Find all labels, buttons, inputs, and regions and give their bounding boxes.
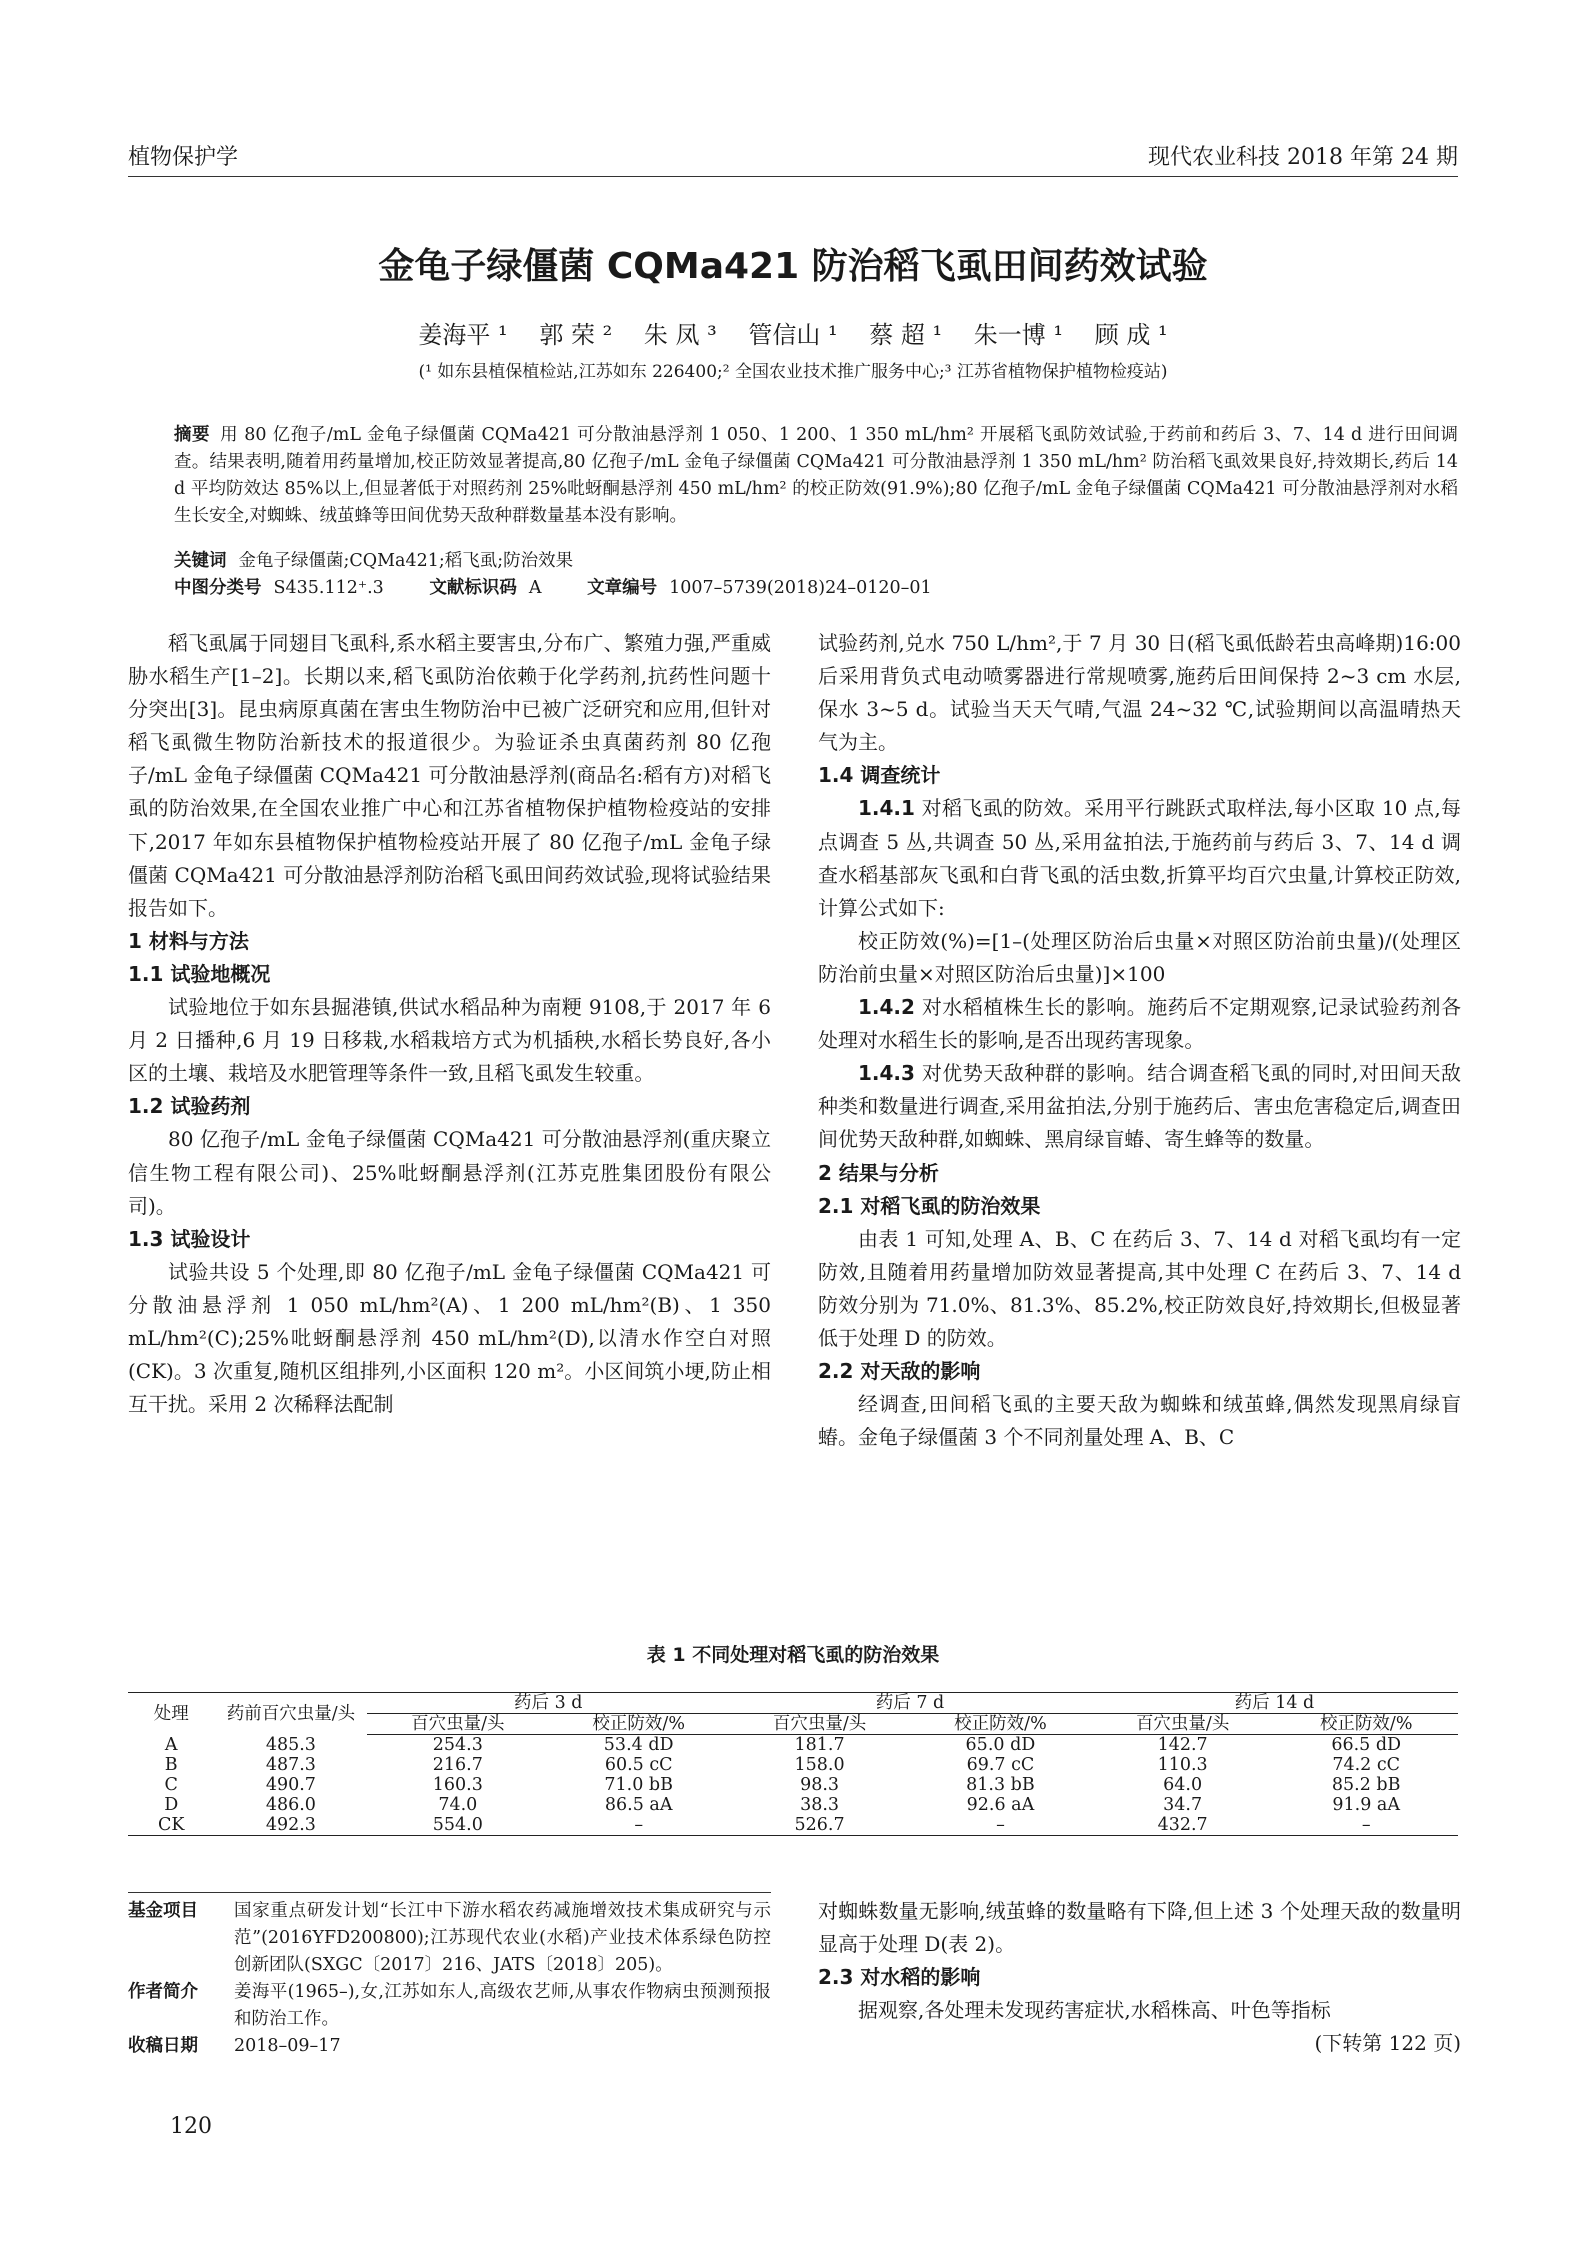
abstract bbox=[128, 422, 1458, 530]
sub-header-eff: 校正防效/% bbox=[1274, 1714, 1458, 1735]
subsection-heading: 1.2 试验药剂 bbox=[128, 1094, 251, 1119]
col-treatment: 处理 bbox=[128, 1693, 214, 1735]
intro-paragraph: 稻飞虱属于同翅目飞虱科,系水稻主要害虫,分布广、繁殖力强,严重威胁水稻生产[1–2]。长期以来,稻飞虱防治依赖于化学药剂,抗药性问题十分突出[3]。昆虫病原真菌在害虫生物防治中已被广泛研究和应用,但针对稻飞虱微生物防治新技术的报道很少。为验证杀虫真菌药剂 80 亿孢子/mL 金龟子绿僵菌 CQMa421 可分散油悬浮剂(商品名:稻有方)对稻飞虱的防治效果,在全国农业推广中心和江苏省植物保护植物检疫站的安排下,2017 年如东县植物保护植物检疫站开展了 80 亿孢子/mL 金龟子绿僵菌 CQMa421 可分散油悬浮剂防治稻飞虱田间药效试验,现将试验结果报告如下。 bbox=[128, 631, 771, 920]
col-group-7d: 药后 7 d bbox=[729, 1693, 1091, 1714]
col-group-14d: 药后 14 d bbox=[1091, 1693, 1458, 1714]
body-column-right bbox=[818, 627, 1461, 1454]
sub-number: 1.4.1 bbox=[858, 796, 915, 821]
footnotes bbox=[128, 1892, 771, 2060]
table-row: D 486.0 74.0 86.5 aA 38.3 92.6 aA 34.7 91.9 aA bbox=[164, 1795, 1400, 1815]
article-no-value: 1007–5739(2018)24–0120–01 bbox=[669, 578, 932, 598]
keywords-text: 金龟子绿僵菌;CQMa421;稻飞虱;防治效果 bbox=[238, 551, 574, 571]
author: 管信山 ¹ bbox=[748, 321, 838, 349]
author: 顾 成 ¹ bbox=[1094, 321, 1168, 349]
received-date: 2018–09–17 bbox=[234, 2036, 341, 2056]
table-row: CK 492.3 554.0 – 526.7 – 432.7 – bbox=[128, 1815, 1458, 1836]
subsection-heading: 2.1 对稻飞虱的防治效果 bbox=[818, 1193, 1041, 1218]
subsection-heading: 2.2 对天敌的影响 bbox=[818, 1359, 981, 1384]
fund-text: 国家重点研发计划“长江中下游水稻农药减施增效技术集成研究与示范”(2016YFD200800);江苏现代农业(水稻)产业技术体系绿色防控创新团队(SXGC〔2017〕216、JATS〔2018〕205)。 bbox=[234, 1901, 771, 1975]
table-row: B 487.3 216.7 60.5 cC 158.0 69.7 cC 110.3 74.2 cC bbox=[164, 1755, 1401, 1775]
page-number: 120 bbox=[170, 2114, 212, 2139]
keywords-label: 关键词 bbox=[174, 551, 227, 571]
table-row: C 490.7 160.3 71.0 bB 98.3 81.3 bB 64.0 85.2 bB bbox=[164, 1775, 1401, 1795]
affiliations: (¹ 如东县植保植检站,江苏如东 226400;² 全国农业技术推广服务中心;³ 江苏省植物保护植物检疫站) bbox=[418, 362, 1168, 382]
body-paragraph: 试验共设 5 个处理,即 80 亿孢子/mL 金龟子绿僵菌 CQMa421 可分散油悬浮剂 1 050 mL/hm²(A)、1 200 mL/hm²(B)、1 350 mL/hm²(C);25%吡蚜酮悬浮剂 450 mL/hm²(D),以清水作空白对照(CK)。3 次重复,随机区组排列,小区面积 120 m²。小区间筑小埂,防止相互干扰。采用 2 次稀释法配制 bbox=[128, 1259, 771, 1417]
journal-issue: 现代农业科技 2018 年第 24 期 bbox=[1148, 145, 1458, 170]
sub-header-eff: 校正防效/% bbox=[910, 1714, 1091, 1735]
subsection-heading: 2.3 对水稻的影响 bbox=[818, 1965, 981, 1990]
author-list bbox=[0, 315, 1586, 350]
body-paragraph: 试验地位于如东县掘港镇,供试水稻品种为南粳 9108,于 2017 年 6 月 2 日播种,6 月 19 日移栽,水稻栽培方式为机插秧,水稻长势良好,各小区的土壤、栽培及水肥管理等条件一致,且稻飞虱发生较重。 bbox=[128, 995, 771, 1086]
subsection-heading: 1.1 试验地概况 bbox=[128, 961, 271, 986]
author: 蔡 超 ¹ bbox=[869, 321, 943, 349]
body-paragraph: 1.4.1 对稻飞虱的防效。采用平行跳跃式取样法,每小区取 10 点,每点调查 5 丛,共调查 50 丛,采用盆拍法,于施药前与药后 3、7、14 d 调查水稻基部灰飞虱和白背飞虱的活虫数,折算平均百穴虫量,计算校正防效,计算公式如下: bbox=[818, 796, 1461, 920]
sub-header-count: 百穴虫量/头 bbox=[367, 1714, 548, 1735]
table-caption: 表 1 不同处理对稻飞虱的防治效果 bbox=[646, 1644, 940, 1666]
body-column-left bbox=[128, 627, 771, 1421]
sub-number: 1.4.2 bbox=[858, 995, 915, 1020]
col-group-3d: 药后 3 d bbox=[367, 1693, 729, 1714]
sub-header-count: 百穴虫量/头 bbox=[729, 1714, 910, 1735]
body-paragraph: 对蜘蛛数量无影响,绒茧蜂的数量略有下降,但上述 3 个处理天敌的数量明显高于处理 D(表 2)。 bbox=[818, 1899, 1461, 1957]
doc-code-value: A bbox=[528, 578, 542, 598]
body-paragraph: 1.4.3 对优势天敌种群的影响。结合调查稻飞虱的同时,对田间天敌种类和数量进行调查,采用盆拍法,分别于施药后、害虫危害稳定后,调查田间优势天敌种群,如蜘蛛、黑肩绿盲蝽、寄生蜂等的数量。 bbox=[818, 1061, 1462, 1152]
clc-label: 中图分类号 bbox=[174, 578, 262, 598]
author-bio-text: 姜海平(1965–),女,江苏如东人,高级农艺师,从事农作物病虫预测预报和防治工作。 bbox=[234, 1982, 771, 2029]
paper-title: 金龟子绿僵菌 CQMa421 防治稻飞虱田间药效试验 bbox=[378, 246, 1208, 287]
body-paragraph: 据观察,各处理未发现药害症状,水稻株高、叶色等指标 bbox=[858, 1998, 1331, 2023]
formula: 校正防效(%)=[1–(处理区防治后虫量×对照区防治前虫量)/(处理区防治前虫量×对照区防治后虫量)]×100 bbox=[818, 928, 1461, 986]
table-row: A 485.3 254.3 53.4 dD 181.7 65.0 dD 142.7 66.5 dD bbox=[164, 1734, 1402, 1755]
body-paragraph: 1.4.2 对水稻植株生长的影响。施药后不定期观察,记录试验药剂各处理对水稻生长的影响,是否出现药害现象。 bbox=[818, 995, 1462, 1053]
received-date-label: 收稿日期 bbox=[128, 2036, 198, 2056]
sub-number: 1.4.3 bbox=[858, 1061, 915, 1086]
author: 郭 荣 ² bbox=[539, 321, 613, 349]
author-bio-label: 作者简介 bbox=[128, 1982, 198, 2002]
clc-value: S435.112⁺.3 bbox=[273, 578, 384, 598]
body-column-right-bottom bbox=[818, 1895, 1461, 2060]
author: 朱 凤 ³ bbox=[643, 321, 717, 349]
subsection-heading: 1.4 调查统计 bbox=[818, 763, 941, 788]
sub-header-count: 百穴虫量/头 bbox=[1091, 1714, 1275, 1735]
doc-code-label: 文献标识码 bbox=[429, 578, 517, 598]
section-heading: 1 材料与方法 bbox=[128, 928, 249, 953]
abstract-label: 摘要 bbox=[174, 425, 211, 445]
author: 姜海平 ¹ bbox=[418, 321, 508, 349]
author: 朱一博 ¹ bbox=[973, 321, 1064, 349]
subsection-heading: 1.3 试验设计 bbox=[128, 1226, 251, 1251]
sub-header-eff: 校正防效/% bbox=[548, 1714, 729, 1735]
body-paragraph: 80 亿孢子/mL 金龟子绿僵菌 CQMa421 可分散油悬浮剂(重庆聚立信生物工程有限公司)、25%吡蚜酮悬浮剂(江苏克胜集团股份有限公司)。 bbox=[128, 1127, 771, 1218]
results-table bbox=[128, 1692, 1458, 1836]
abstract-text: 用 80 亿孢子/mL 金龟子绿僵菌 CQMa421 可分散油悬浮剂 1 050、1 200、1 350 mL/hm² 开展稻飞虱防效试验,于药前和药后 3、7、14 d 进行田间调查。结果表明,随着用药量增加,校正防效显著提高,80 亿孢子/mL 金龟子绿僵菌 CQMa421 可分散油悬浮剂 1 350 mL/hm² 防治稻飞虱效果良好,持效期长,药后 14 d 平均防效达 85%以上,但显著低于对照药剂 25%吡蚜酮悬浮剂 450 mL/hm² 的校正防效(91.9%);80 亿孢子/mL 金龟子绿僵菌 CQMa421 可分散油悬浮剂对水稻生长安全,对蜘蛛、绒茧蜂等田间优势天敌种群数量基本没有影响。 bbox=[174, 425, 1459, 526]
fund-label: 基金项目 bbox=[128, 1901, 198, 1921]
article-no-label: 文章编号 bbox=[587, 578, 658, 598]
section-heading: 2 结果与分析 bbox=[818, 1160, 939, 1185]
keywords-block bbox=[174, 548, 932, 602]
section-label: 植物保护学 bbox=[128, 145, 239, 170]
continued-note: (下转第 122 页) bbox=[1314, 2031, 1461, 2056]
body-paragraph: 经调查,田间稻飞虱的主要天敌为蜘蛛和绒茧蜂,偶然发现黑肩绿盲蝽。金龟子绿僵菌 3 个不同剂量处理 A、B、C bbox=[818, 1392, 1461, 1450]
running-header bbox=[128, 136, 1458, 177]
body-paragraph: 试验药剂,兑水 750 L/hm²,于 7 月 30 日(稻飞虱低龄若虫高峰期)16:00 后采用背负式电动喷雾器进行常规喷雾,施药后田间保持 2~3 cm 水层,保水 3~5 d。试验当天天气晴,气温 24~32 ℃,试验期间以高温晴热天气为主。 bbox=[818, 631, 1461, 755]
body-paragraph: 由表 1 可知,处理 A、B、C 在药后 3、7、14 d 对稻飞虱均有一定防效,且随着用药量增加防效显著提高,其中处理 C 在药后 3、7、14 d 防效分别为 71.0%、81.3%、85.2%,校正防效良好,持效期长,但极显著低于处理 D 的防效。 bbox=[818, 1226, 1461, 1350]
col-before: 药前百穴虫量/头 bbox=[214, 1693, 367, 1735]
